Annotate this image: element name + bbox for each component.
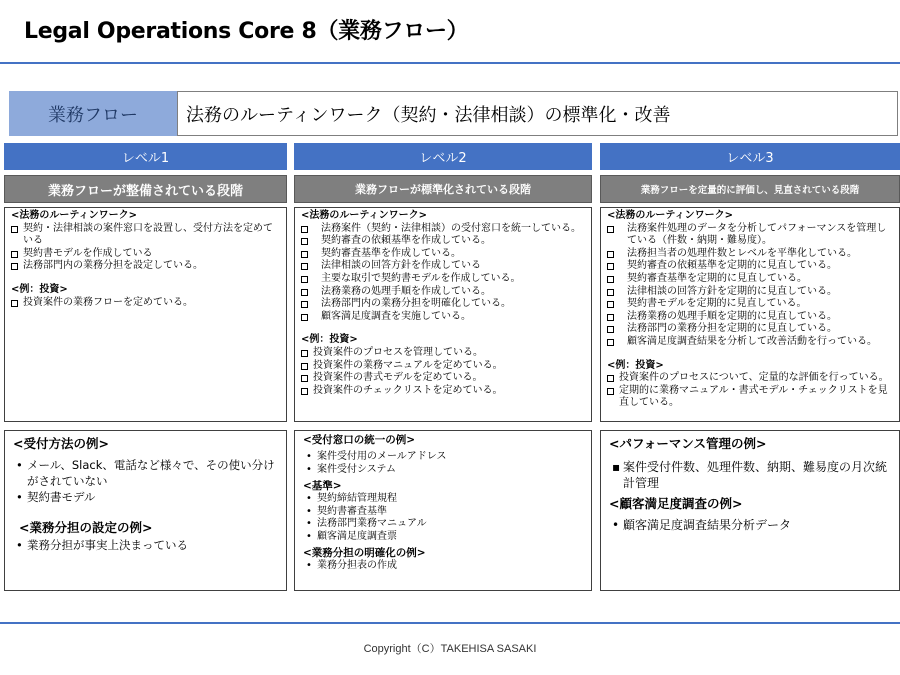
- example-bullet: [13, 457, 278, 489]
- routine-title: <法務のルーティンワーク>: [11, 210, 137, 221]
- example-bullet-text: 業務分担が事実上決まっている: [27, 538, 188, 552]
- level-1-stage: 業務フローが整備されている段階: [4, 175, 287, 203]
- checkbox-icon: [301, 226, 308, 233]
- bullet-icon: •: [16, 458, 23, 472]
- checkbox-icon: [11, 251, 18, 258]
- bullet-icon: •: [306, 530, 312, 542]
- checkbox-icon: [607, 326, 614, 333]
- level-1-examples-box: [4, 430, 287, 591]
- example-bullet-text: 案件受付用のメールアドレス: [317, 451, 447, 462]
- example-group-title: <パフォーマンス管理の例>: [609, 436, 767, 451]
- example-bullet: [303, 464, 583, 477]
- checkbox-icon: [11, 300, 18, 307]
- spacer: [301, 323, 585, 334]
- checkbox-icon: [607, 314, 614, 321]
- theme-text: 法務のルーティンワーク（契約・法律相談）の標準化・改善: [177, 91, 898, 136]
- example-group-title: <受付方法の例>: [13, 436, 109, 451]
- checklist-item-text: 法務担当者の処理件数とレベルを平準化している。: [627, 247, 857, 259]
- example-bullet-text: 契約締結管理規程: [317, 493, 397, 504]
- example-bullet-text: 法務部門業務マニュアル: [317, 518, 427, 529]
- level-2-stage: 業務フローが標準化されている段階: [294, 175, 592, 203]
- example-item: [301, 360, 585, 373]
- bottom-divider: [0, 622, 900, 624]
- bullet-icon: •: [306, 451, 312, 462]
- checklist-item: [607, 336, 893, 349]
- checklist-item-text: 顧客満足度調査を実施している。: [321, 310, 471, 322]
- checkbox-icon: [607, 375, 614, 382]
- example-item-text: 定期的に業務マニュアル・書式モデル・チェックリストを見直している。: [619, 384, 888, 409]
- example-bullet: [13, 489, 278, 505]
- example-bullet-text: 契約書審査基準: [317, 505, 387, 517]
- example-item-text: 投資案件の業務フローを定めている。: [23, 296, 193, 308]
- checklist-item: [11, 260, 280, 273]
- bullet-icon: •: [306, 493, 312, 504]
- checkbox-icon: [11, 226, 18, 233]
- checklist-item: [301, 273, 585, 286]
- checklist-item: [301, 248, 585, 261]
- level-1-header: レベル1: [4, 143, 287, 170]
- checkbox-icon: [11, 263, 18, 270]
- example-title: <例：投資>: [301, 334, 358, 346]
- checkbox-icon: [301, 301, 308, 308]
- example-item: [11, 297, 280, 310]
- checklist-item: [301, 298, 585, 311]
- bullet-icon: •: [306, 518, 312, 529]
- page-title: Legal Operations Core 8（業務フロー）: [24, 19, 469, 44]
- checklist-item-text: 契約書モデルを作成している: [23, 247, 153, 259]
- checklist-item-text: 法務部門内の業務分担を設定している。: [23, 260, 203, 272]
- checkbox-icon: [607, 263, 614, 270]
- checklist-item: [301, 235, 585, 248]
- checkbox-icon: [301, 289, 308, 296]
- checkbox-icon: [301, 251, 308, 258]
- checkbox-icon: [607, 301, 614, 308]
- example-bullet: [303, 531, 583, 544]
- checklist-item-text: 法務案件（契約・法律相談）の受付窓口を統一している。: [321, 222, 581, 234]
- checklist-item-text: 法律相談の回答方針を作成している: [321, 260, 481, 272]
- level-2-examples-box: [294, 430, 592, 591]
- example-bullet: [303, 560, 583, 573]
- bullet-icon: •: [16, 490, 23, 504]
- example-item-text: 投資案件のチェックリストを定めている。: [313, 384, 503, 396]
- checklist-item: [607, 286, 893, 299]
- copyright: Copyright（C）TAKEHISA SASAKI: [363, 643, 537, 655]
- checkbox-icon: [301, 263, 308, 270]
- checklist-item-text: 法務部門内の業務分担を明確化している。: [321, 298, 511, 310]
- checklist-item: [301, 223, 585, 236]
- example-bullet-text: 顧客満足度調査結果分析データ: [623, 518, 792, 532]
- checklist-item-text: 法律相談の回答方針を定期的に見直している。: [627, 285, 837, 297]
- example-item: [301, 372, 585, 385]
- checkbox-icon: [607, 276, 614, 283]
- example-bullet-text: メール、Slack、電話など様々で、その使い分けがされていない: [27, 458, 275, 488]
- checkbox-icon: [301, 314, 308, 321]
- example-item-text: 投資案件のプロセスについて、定量的な評価を行っている。: [619, 372, 889, 384]
- checklist-item-text: 法務業務の処理手順を定期的に見直している。: [627, 310, 837, 322]
- checklist-item: [607, 323, 893, 336]
- example-item-text: 投資案件のプロセスを管理している。: [313, 346, 483, 358]
- top-divider: [0, 62, 900, 64]
- checkbox-icon: [607, 226, 614, 233]
- checklist-item-text: 顧客満足度調査結果を分析して改善活動を行っている。: [627, 335, 877, 347]
- checklist-item: [607, 223, 893, 248]
- example-group-title: <受付窓口の統一の例>: [303, 434, 416, 446]
- routine-title: <法務のルーティンワーク>: [301, 210, 427, 221]
- checklist-item-text: 法務業務の処理手順を作成している。: [321, 285, 491, 297]
- checklist-item: [607, 311, 893, 324]
- spacer: [11, 273, 280, 284]
- level-1-routine-box: [4, 207, 287, 422]
- example-item: [301, 347, 585, 360]
- checklist-item-text: 契約審査基準を作成している。: [321, 247, 461, 259]
- example-bullet-text: 案件受付システム: [317, 463, 396, 475]
- checklist-item-text: 主要な取引で契約書モデルを作成している。: [321, 272, 521, 284]
- checklist-item: [11, 248, 280, 261]
- example-group-title: <業務分担の設定の例>: [19, 520, 153, 535]
- level-3-routine: [601, 208, 899, 412]
- example-group-title: <基準>: [303, 480, 342, 492]
- bullet-icon: •: [306, 463, 312, 475]
- checklist-item: [301, 260, 585, 273]
- level-3-header: レベル3: [600, 143, 900, 170]
- example-item-text: 投資案件の業務マニュアルを定めている。: [313, 359, 503, 371]
- checkbox-icon: [607, 339, 614, 346]
- checkbox-icon: [607, 289, 614, 296]
- level-2-routine: [295, 208, 591, 399]
- example-item: [607, 372, 893, 385]
- checklist-item: [11, 223, 280, 248]
- checkbox-icon: [301, 238, 308, 245]
- example-item-text: 投資案件の書式モデルを定めている。: [313, 372, 483, 384]
- checkbox-icon: [301, 388, 308, 395]
- example-title: <例：投資>: [607, 359, 664, 371]
- checklist-item: [607, 298, 893, 311]
- checkbox-icon: [301, 350, 308, 357]
- level-2-header: レベル2: [294, 143, 592, 170]
- theme-label: 業務フロー: [9, 91, 177, 136]
- example-bullet: [609, 517, 891, 533]
- example-group-title: <顧客満足度調査の例>: [609, 496, 743, 511]
- example-bullet: [303, 493, 583, 506]
- example-bullet: [609, 459, 891, 491]
- example-item: [301, 385, 585, 398]
- example-group-title: <業務分担の明確化の例>: [303, 547, 426, 559]
- checklist-item-text: 契約書モデルを定期的に見直している。: [627, 298, 807, 310]
- level-3-stage: 業務フローを定量的に評価し、見直されている段階: [600, 175, 900, 203]
- checklist-item-text: 契約審査の依頼基準を作成している。: [321, 235, 491, 247]
- spacer: [607, 349, 893, 360]
- level-1-examples: [5, 431, 286, 557]
- checklist-item-text: 法務部門の業務分担を定期的に見直している。: [627, 323, 837, 335]
- example-bullet: [303, 518, 583, 531]
- example-bullet: [303, 506, 583, 519]
- checklist-item: [301, 286, 585, 299]
- level-1-routine: [5, 208, 286, 311]
- bullet-icon: ▪: [612, 460, 621, 474]
- example-bullet-text: 契約書モデル: [27, 490, 96, 504]
- checklist-item: [607, 273, 893, 286]
- routine-title: <法務のルーティンワーク>: [607, 210, 733, 221]
- checklist-item-text: 契約・法律相談の案件窓口を設置し、受付方法を定めている: [23, 222, 273, 247]
- bullet-icon: •: [306, 560, 312, 571]
- level-2-examples: [295, 431, 591, 577]
- checkbox-icon: [301, 363, 308, 370]
- checklist-item: [607, 248, 893, 261]
- example-bullet-text: 顧客満足度調査票: [317, 530, 397, 542]
- checkbox-icon: [607, 388, 614, 395]
- checklist-item-text: 契約審査の依頼基準を定期的に見直している。: [627, 260, 837, 272]
- bullet-icon: •: [16, 538, 23, 552]
- checkbox-icon: [607, 251, 614, 258]
- bullet-icon: •: [306, 505, 312, 517]
- bullet-icon: •: [612, 518, 620, 532]
- level-2-routine-box: [294, 207, 592, 422]
- level-3-examples: [601, 431, 899, 537]
- example-bullet: [303, 451, 583, 464]
- checkbox-icon: [301, 276, 308, 283]
- example-bullet-text: 案件受付件数、処理件数、納期、難易度の月次統計管理: [623, 460, 888, 490]
- checklist-item: [301, 311, 585, 324]
- checklist-item: [607, 260, 893, 273]
- checkbox-icon: [301, 375, 308, 382]
- example-bullet-text: 業務分担表の作成: [317, 560, 397, 571]
- example-item: [607, 385, 893, 410]
- example-title: <例：投資>: [11, 283, 68, 295]
- example-bullet: [13, 537, 278, 553]
- level-3-routine-box: [600, 207, 900, 422]
- checklist-item-text: 契約審査基準を定期的に見直している。: [627, 272, 807, 284]
- checklist-item-text: 法務案件処理のデータを分析してパフォーマンスを管理している（件数・納期・難易度）。: [627, 222, 887, 247]
- level-3-examples-box: [600, 430, 900, 591]
